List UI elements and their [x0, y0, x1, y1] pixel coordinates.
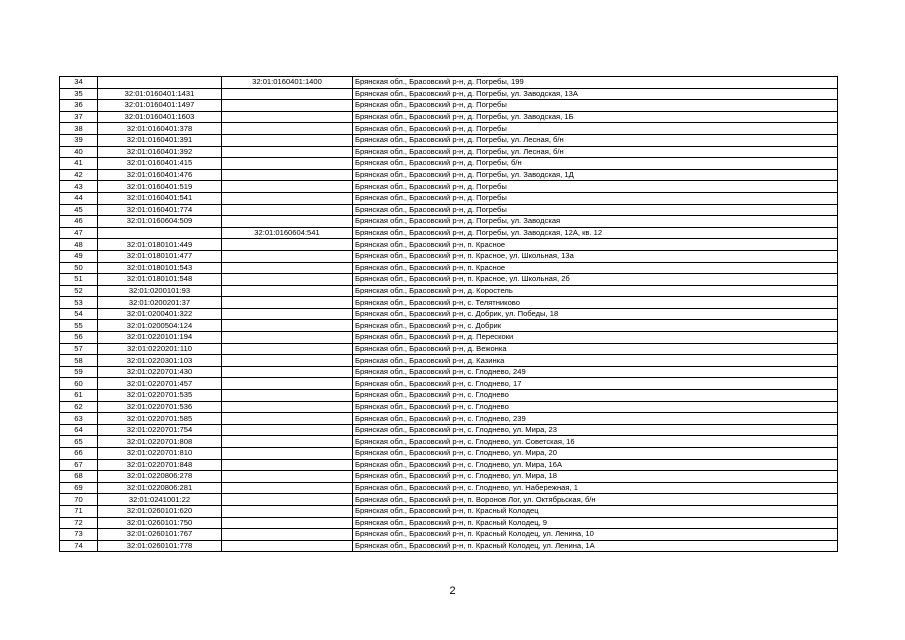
- address-cell: Брянская обл., Брасовский р-н, с. Глоднево, ул. Мира, 18: [353, 471, 838, 483]
- cadastral-number-alt-cell: [222, 471, 353, 483]
- address-cell: Брянская обл., Брасовский р-н, д. Погребы: [353, 181, 838, 193]
- cadastral-number-cell: 32:01:0160401:476: [98, 169, 222, 181]
- address-cell: Брянская обл., Брасовский р-н, с. Добрик, ул. Победы, 18: [353, 308, 838, 320]
- row-number-cell: 74: [60, 540, 98, 552]
- row-number-cell: 48: [60, 239, 98, 251]
- table-row: [60, 262, 838, 274]
- row-number-cell: 65: [60, 436, 98, 448]
- address-cell: Брянская обл., Брасовский р-н, д. Погребы, б/н: [353, 158, 838, 170]
- table-row: [60, 448, 838, 460]
- cadastral-number-cell: 32:01:0200201:37: [98, 297, 222, 309]
- row-number-cell: 49: [60, 250, 98, 262]
- address-cell: Брянская обл., Брасовский р-н, д. Погребы, ул. Заводская, 12А, кв. 12: [353, 227, 838, 239]
- row-number-cell: 47: [60, 227, 98, 239]
- cadastral-number-alt-cell: [222, 332, 353, 344]
- cadastral-number-cell: 32:01:0260101:767: [98, 529, 222, 541]
- row-number-cell: 41: [60, 158, 98, 170]
- row-number-cell: 59: [60, 366, 98, 378]
- row-number-cell: 35: [60, 88, 98, 100]
- table-row: [60, 424, 838, 436]
- cadastral-number-cell: 32:01:0160401:415: [98, 158, 222, 170]
- cadastral-number-cell: [98, 77, 222, 89]
- row-number-cell: 46: [60, 216, 98, 228]
- address-cell: Брянская обл., Брасовский р-н, д. Погребы: [353, 123, 838, 135]
- table-row: [60, 540, 838, 552]
- cadastral-number-alt-cell: [222, 146, 353, 158]
- row-number-cell: 39: [60, 134, 98, 146]
- cadastral-number-alt-cell: [222, 529, 353, 541]
- address-cell: Брянская обл., Брасовский р-н, с. Глоднево, 17: [353, 378, 838, 390]
- table-row: [60, 123, 838, 135]
- cadastral-number-cell: 32:01:0260101:750: [98, 517, 222, 529]
- cadastral-number-alt-cell: [222, 343, 353, 355]
- address-cell: Брянская обл., Брасовский р-н, д. Погребы: [353, 100, 838, 112]
- cadastral-number-cell: 32:01:0160401:1497: [98, 100, 222, 112]
- table-row: [60, 134, 838, 146]
- table-row: [60, 355, 838, 367]
- row-number-cell: 52: [60, 285, 98, 297]
- cadastral-number-cell: 32:01:0200504:124: [98, 320, 222, 332]
- address-cell: Брянская обл., Брасовский р-н, п. Красное: [353, 239, 838, 251]
- cadastral-number-cell: 32:01:0160401:774: [98, 204, 222, 216]
- cadastral-number-cell: 32:01:0220806:281: [98, 482, 222, 494]
- row-number-cell: 45: [60, 204, 98, 216]
- row-number-cell: 51: [60, 274, 98, 286]
- table-row: [60, 401, 838, 413]
- table-row: [60, 239, 838, 251]
- table-row: [60, 111, 838, 123]
- cadastral-number-alt-cell: [222, 424, 353, 436]
- cadastral-number-cell: 32:01:0180101:449: [98, 239, 222, 251]
- row-number-cell: 34: [60, 77, 98, 89]
- table-row: [60, 297, 838, 309]
- table-row: [60, 274, 838, 286]
- cadastral-number-cell: 32:01:0220806:278: [98, 471, 222, 483]
- row-number-cell: 71: [60, 505, 98, 517]
- address-cell: Брянская обл., Брасовский р-н, с. Телятниково: [353, 297, 838, 309]
- table-row: [60, 146, 838, 158]
- cadastral-number-cell: 32:01:0260101:620: [98, 505, 222, 517]
- row-number-cell: 58: [60, 355, 98, 367]
- cadastral-number-cell: 32:01:0160401:392: [98, 146, 222, 158]
- cadastral-number-alt-cell: [222, 100, 353, 112]
- cadastral-number-alt-cell: [222, 494, 353, 506]
- address-cell: Брянская обл., Брасовский р-н, с. Добрик: [353, 320, 838, 332]
- address-cell: Брянская обл., Брасовский р-н, с. Глоднево: [353, 401, 838, 413]
- table-row: [60, 413, 838, 425]
- property-table-body: [60, 77, 838, 552]
- cadastral-number-alt-cell: [222, 436, 353, 448]
- cadastral-number-cell: 32:01:0180101:543: [98, 262, 222, 274]
- table-row: [60, 517, 838, 529]
- address-cell: Брянская обл., Брасовский р-н, п. Воронов Лог, ул. Октябрьская, б/н: [353, 494, 838, 506]
- cadastral-number-alt-cell: [222, 378, 353, 390]
- cadastral-number-alt-cell: [222, 181, 353, 193]
- row-number-cell: 68: [60, 471, 98, 483]
- row-number-cell: 67: [60, 459, 98, 471]
- address-cell: Брянская обл., Брасовский р-н, д. Погребы, ул. Лесная, б/н: [353, 134, 838, 146]
- cadastral-number-cell: 32:01:0220701:536: [98, 401, 222, 413]
- cadastral-number-alt-cell: [222, 517, 353, 529]
- cadastral-number-cell: 32:01:0180101:477: [98, 250, 222, 262]
- address-cell: Брянская обл., Брасовский р-н, д. Погребы, ул. Заводская, 13А: [353, 88, 838, 100]
- table-row: [60, 204, 838, 216]
- cadastral-number-cell: 32:01:0220701:535: [98, 390, 222, 402]
- row-number-cell: 37: [60, 111, 98, 123]
- cadastral-number-cell: 32:01:0220101:194: [98, 332, 222, 344]
- row-number-cell: 36: [60, 100, 98, 112]
- table-row: [60, 343, 838, 355]
- cadastral-number-alt-cell: [222, 482, 353, 494]
- page-number: 2: [449, 585, 456, 597]
- table-row: [60, 505, 838, 517]
- table-row: [60, 158, 838, 170]
- row-number-cell: 40: [60, 146, 98, 158]
- table-row: [60, 459, 838, 471]
- row-number-cell: 66: [60, 448, 98, 460]
- address-cell: Брянская обл., Брасовский р-н, с. Глоднево, ул. Набережная, 1: [353, 482, 838, 494]
- cadastral-number-cell: [98, 227, 222, 239]
- cadastral-number-alt-cell: [222, 390, 353, 402]
- cadastral-number-cell: 32:01:0160401:541: [98, 192, 222, 204]
- row-number-cell: 63: [60, 413, 98, 425]
- address-cell: Брянская обл., Брасовский р-н, с. Глоднево, ул. Советская, 16: [353, 436, 838, 448]
- address-cell: Брянская обл., Брасовский р-н, д. Коростель: [353, 285, 838, 297]
- address-cell: Брянская обл., Брасовский р-н, с. Глоднево, 249: [353, 366, 838, 378]
- table-row: [60, 100, 838, 112]
- cadastral-number-cell: 32:01:0220201:110: [98, 343, 222, 355]
- address-cell: Брянская обл., Брасовский р-н, с. Глоднево, ул. Мира, 16А: [353, 459, 838, 471]
- cadastral-number-alt-cell: [222, 216, 353, 228]
- cadastral-number-cell: 32:01:0220701:848: [98, 459, 222, 471]
- address-cell: Брянская обл., Брасовский р-н, д. Погребы, ул. Лесная, б/н: [353, 146, 838, 158]
- cadastral-number-cell: 32:01:0220701:808: [98, 436, 222, 448]
- address-cell: Брянская обл., Брасовский р-н, с. Глоднево, ул. Мира, 23: [353, 424, 838, 436]
- row-number-cell: 54: [60, 308, 98, 320]
- cadastral-number-cell: 32:01:0260101:778: [98, 540, 222, 552]
- cadastral-number-alt-cell: 32:01:0160401:1400: [222, 77, 353, 89]
- cadastral-number-alt-cell: [222, 134, 353, 146]
- cadastral-number-cell: 32:01:0160401:378: [98, 123, 222, 135]
- address-cell: Брянская обл., Брасовский р-н, д. Погребы, ул. Заводская: [353, 216, 838, 228]
- table-row: [60, 494, 838, 506]
- row-number-cell: 56: [60, 332, 98, 344]
- cadastral-number-cell: 32:01:0160401:391: [98, 134, 222, 146]
- address-cell: Брянская обл., Брасовский р-н, с. Глоднево, 239: [353, 413, 838, 425]
- row-number-cell: 60: [60, 378, 98, 390]
- row-number-cell: 53: [60, 297, 98, 309]
- table-row: [60, 88, 838, 100]
- row-number-cell: 70: [60, 494, 98, 506]
- cadastral-number-cell: 32:01:0160401:1431: [98, 88, 222, 100]
- cadastral-number-alt-cell: [222, 204, 353, 216]
- cadastral-number-alt-cell: [222, 158, 353, 170]
- address-cell: Брянская обл., Брасовский р-н, с. Глоднево, ул. Мира, 20: [353, 448, 838, 460]
- cadastral-number-alt-cell: [222, 448, 353, 460]
- cadastral-number-cell: 32:01:0220701:754: [98, 424, 222, 436]
- cadastral-number-alt-cell: [222, 88, 353, 100]
- cadastral-number-alt-cell: [222, 192, 353, 204]
- cadastral-number-alt-cell: [222, 250, 353, 262]
- cadastral-number-alt-cell: [222, 366, 353, 378]
- table-row: [60, 192, 838, 204]
- row-number-cell: 50: [60, 262, 98, 274]
- address-cell: Брянская обл., Брасовский р-н, д. Погребы, ул. Заводская, 1Д: [353, 169, 838, 181]
- address-cell: Брянская обл., Брасовский р-н, д. Погребы: [353, 192, 838, 204]
- address-cell: Брянская обл., Брасовский р-н, д. Вежонка: [353, 343, 838, 355]
- property-table: [59, 76, 838, 552]
- table-row: [60, 471, 838, 483]
- row-number-cell: 64: [60, 424, 98, 436]
- address-cell: Брянская обл., Брасовский р-н, д. Казинка: [353, 355, 838, 367]
- table-row: [60, 181, 838, 193]
- address-cell: Брянская обл., Брасовский р-н, п. Красное, ул. Школьная, 13а: [353, 250, 838, 262]
- table-row: [60, 216, 838, 228]
- cadastral-number-alt-cell: [222, 297, 353, 309]
- address-cell: Брянская обл., Брасовский р-н, п. Красное: [353, 262, 838, 274]
- row-number-cell: 62: [60, 401, 98, 413]
- cadastral-number-alt-cell: [222, 262, 353, 274]
- address-cell: Брянская обл., Брасовский р-н, с. Глоднево: [353, 390, 838, 402]
- cadastral-number-cell: 32:01:0200101:93: [98, 285, 222, 297]
- table-row: [60, 308, 838, 320]
- cadastral-number-alt-cell: [222, 540, 353, 552]
- cadastral-number-alt-cell: [222, 355, 353, 367]
- address-cell: Брянская обл., Брасовский р-н, п. Красный Колодец, ул. Ленина, 1А: [353, 540, 838, 552]
- row-number-cell: 73: [60, 529, 98, 541]
- address-cell: Брянская обл., Брасовский р-н, д. Перескоки: [353, 332, 838, 344]
- table-row: [60, 332, 838, 344]
- cadastral-number-alt-cell: [222, 111, 353, 123]
- cadastral-number-alt-cell: [222, 308, 353, 320]
- cadastral-number-cell: 32:01:0220701:585: [98, 413, 222, 425]
- table-row: [60, 227, 838, 239]
- cadastral-number-alt-cell: [222, 123, 353, 135]
- address-cell: Брянская обл., Брасовский р-н, д. Погребы, ул. Заводская, 1Б: [353, 111, 838, 123]
- cadastral-number-cell: 32:01:0220301:103: [98, 355, 222, 367]
- row-number-cell: 38: [60, 123, 98, 135]
- table-row: [60, 250, 838, 262]
- table-row: [60, 320, 838, 332]
- address-cell: Брянская обл., Брасовский р-н, д. Погребы, 199: [353, 77, 838, 89]
- row-number-cell: 44: [60, 192, 98, 204]
- table-row: [60, 77, 838, 89]
- cadastral-number-cell: 32:01:0160401:519: [98, 181, 222, 193]
- cadastral-number-alt-cell: [222, 401, 353, 413]
- table-row: [60, 285, 838, 297]
- row-number-cell: 61: [60, 390, 98, 402]
- table-row: [60, 390, 838, 402]
- address-cell: Брянская обл., Брасовский р-н, п. Красный Колодец: [353, 505, 838, 517]
- cadastral-number-cell: 32:01:0220701:810: [98, 448, 222, 460]
- row-number-cell: 55: [60, 320, 98, 332]
- cadastral-number-cell: 32:01:0220701:457: [98, 378, 222, 390]
- row-number-cell: 72: [60, 517, 98, 529]
- row-number-cell: 42: [60, 169, 98, 181]
- cadastral-number-alt-cell: [222, 274, 353, 286]
- row-number-cell: 57: [60, 343, 98, 355]
- table-row: [60, 482, 838, 494]
- address-cell: Брянская обл., Брасовский р-н, п. Красное, ул. Школьная, 2б: [353, 274, 838, 286]
- cadastral-number-cell: 32:01:0241001:22: [98, 494, 222, 506]
- cadastral-number-alt-cell: [222, 413, 353, 425]
- cadastral-number-cell: 32:01:0160604:509: [98, 216, 222, 228]
- cadastral-number-alt-cell: [222, 239, 353, 251]
- cadastral-number-cell: 32:01:0220701:430: [98, 366, 222, 378]
- cadastral-number-cell: 32:01:0160401:1603: [98, 111, 222, 123]
- row-number-cell: 69: [60, 482, 98, 494]
- table-row: [60, 169, 838, 181]
- cadastral-number-alt-cell: [222, 459, 353, 471]
- cadastral-number-alt-cell: [222, 169, 353, 181]
- table-row: [60, 436, 838, 448]
- address-cell: Брянская обл., Брасовский р-н, д. Погребы: [353, 204, 838, 216]
- cadastral-number-alt-cell: [222, 320, 353, 332]
- cadastral-number-alt-cell: [222, 285, 353, 297]
- table-row: [60, 366, 838, 378]
- cadastral-number-alt-cell: 32:01:0160604:541: [222, 227, 353, 239]
- table-row: [60, 378, 838, 390]
- cadastral-number-alt-cell: [222, 505, 353, 517]
- address-cell: Брянская обл., Брасовский р-н, п. Красный Колодец, ул. Ленина, 10: [353, 529, 838, 541]
- cadastral-number-cell: 32:01:0180101:548: [98, 274, 222, 286]
- row-number-cell: 43: [60, 181, 98, 193]
- cadastral-number-cell: 32:01:0200401:322: [98, 308, 222, 320]
- table-row: [60, 529, 838, 541]
- address-cell: Брянская обл., Брасовский р-н, п. Красный Колодец, 9: [353, 517, 838, 529]
